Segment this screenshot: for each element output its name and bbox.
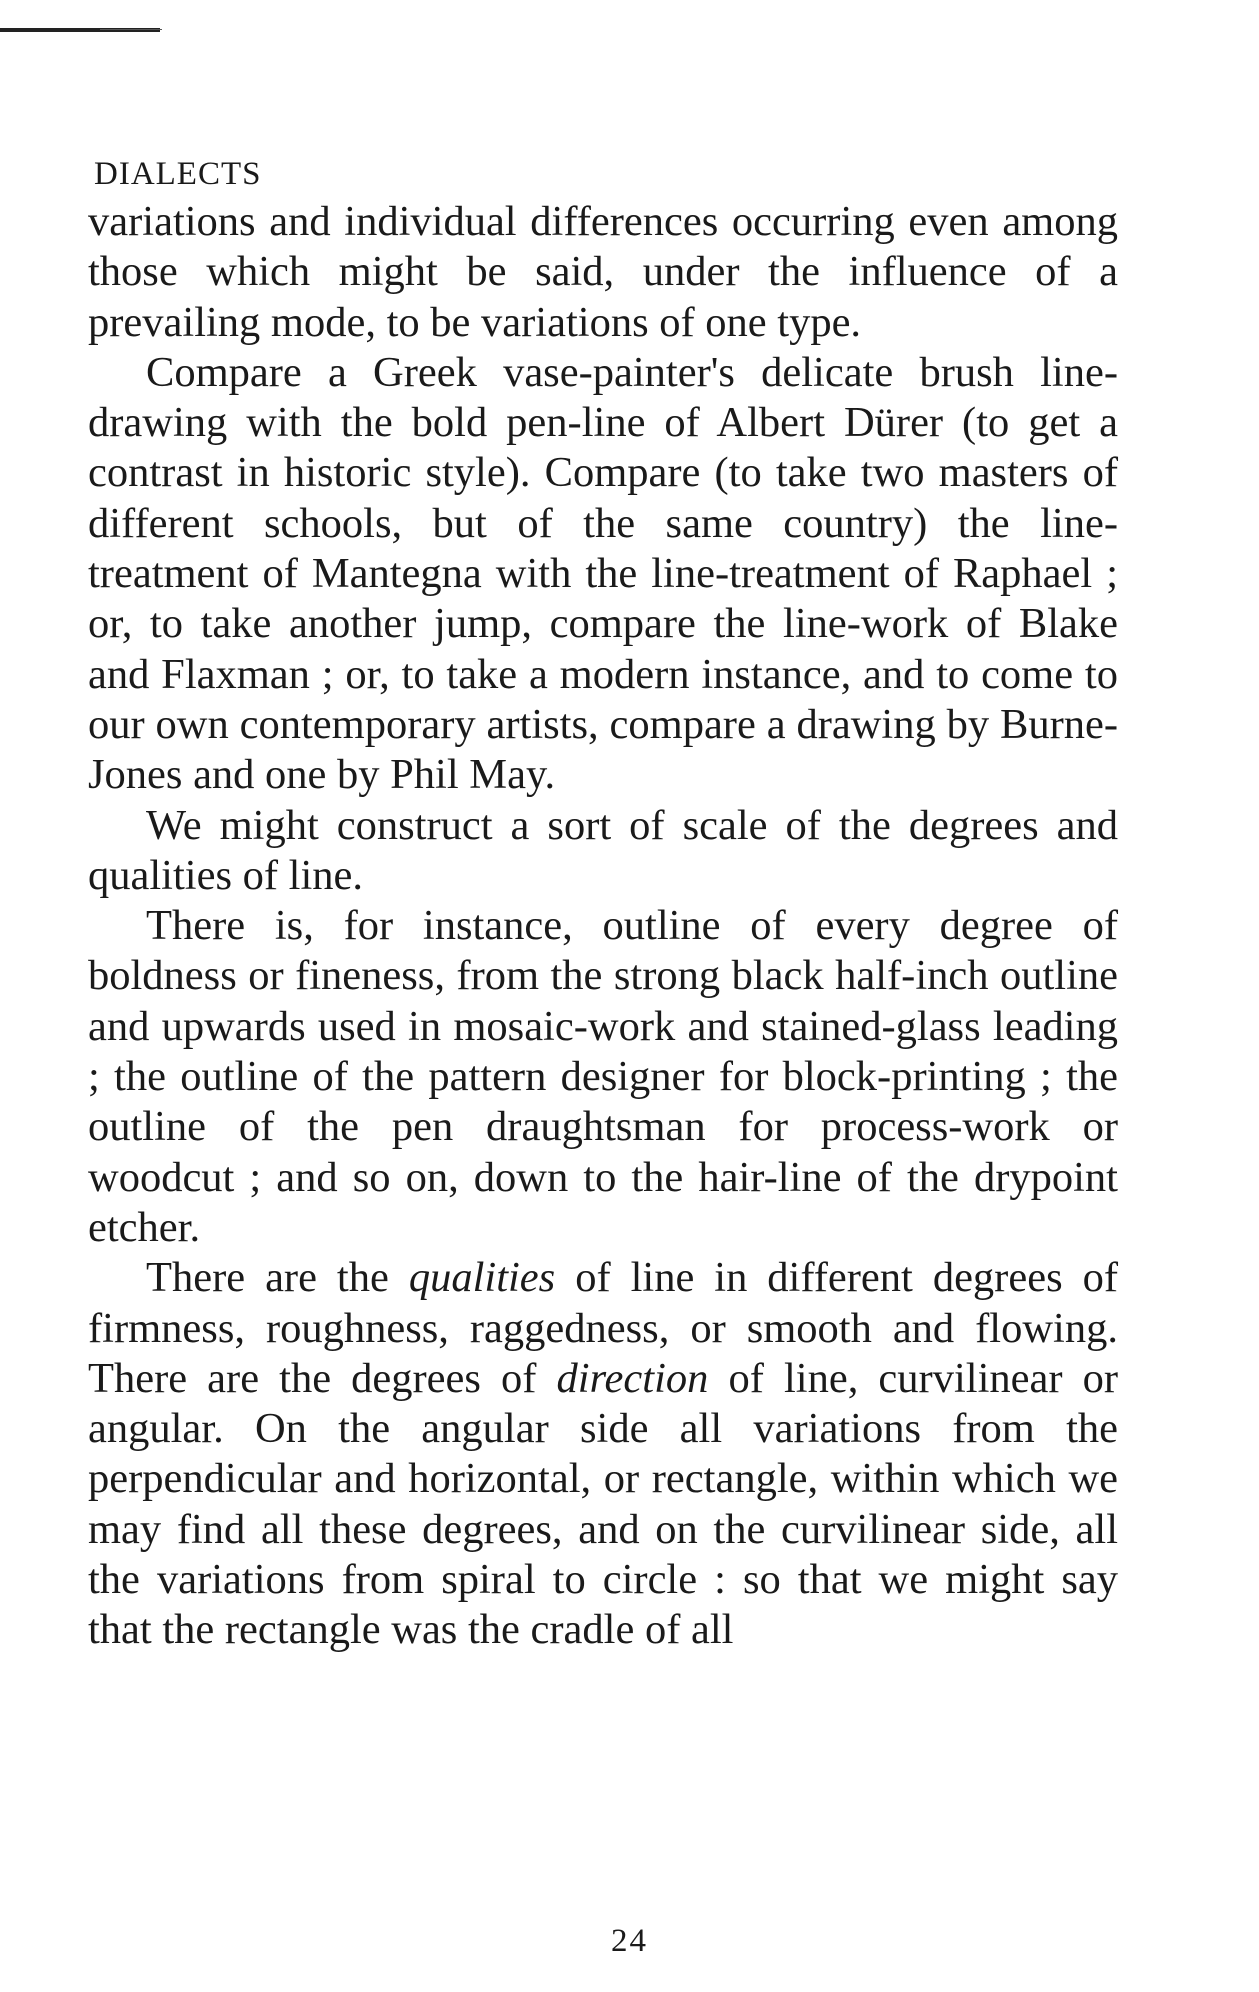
text-run: of line, curvilinear or angular. On the angular side all variations from the perpendicular and horizontal, or rectangle, within which we may find all these degrees, and on the curvilinear side, all the variations from spiral to circle : so that we might say that the rectangle was the cradle of all [88, 1354, 1118, 1654]
page-number: 24 [611, 1923, 648, 1959]
text-run: variations and individual differences occurring even among those which might be said, under the influence of a prevailing mode, to be variations of one type. [88, 198, 1118, 346]
body-text [88, 197, 1118, 1656]
paragraph [88, 1253, 1118, 1655]
running-head: DIALECTS [94, 156, 262, 192]
italic-text: direction [556, 1354, 709, 1402]
text-run: We might construct a sort of scale of the degrees and qualities of line. [88, 801, 1118, 899]
paragraph [88, 901, 1118, 1253]
paragraph [88, 801, 1118, 902]
italic-text: qualities [408, 1254, 556, 1302]
paragraph [88, 348, 1118, 801]
text-run: Compare a Greek vase-painter's delicate brush line-drawing with the bold pen-line of Albert Dürer (to get a contrast in historic style). Compare (to take two masters of different schools, but of the same country) the line-treatment of Mantegna with the line-treatment of Raphael ; or, to take another jump, compare the line-work of Blake and Flaxman ; or, to take a modern instance, and to come to our own contemporary artists, compare a drawing by Burne-Jones and one by Phil May. [88, 348, 1118, 799]
top-rule [0, 28, 160, 32]
text-run: There is, for instance, outline of every degree of boldness or fineness, from the strong black half-inch outline and upwards used in mosaic-work and stained-glass leading ; the outline of the pattern designer for block-printing ; the outline of the pen draughtsman for process-work or woodcut ; and so on, down to the hair-line of the drypoint etcher. [88, 902, 1118, 1251]
paragraph [88, 197, 1118, 348]
text-run: There are the [146, 1254, 409, 1302]
text-run: of line in different degrees of firmness, roughness, raggedness, or smooth and flowing. There are the degrees of [88, 1254, 1118, 1402]
